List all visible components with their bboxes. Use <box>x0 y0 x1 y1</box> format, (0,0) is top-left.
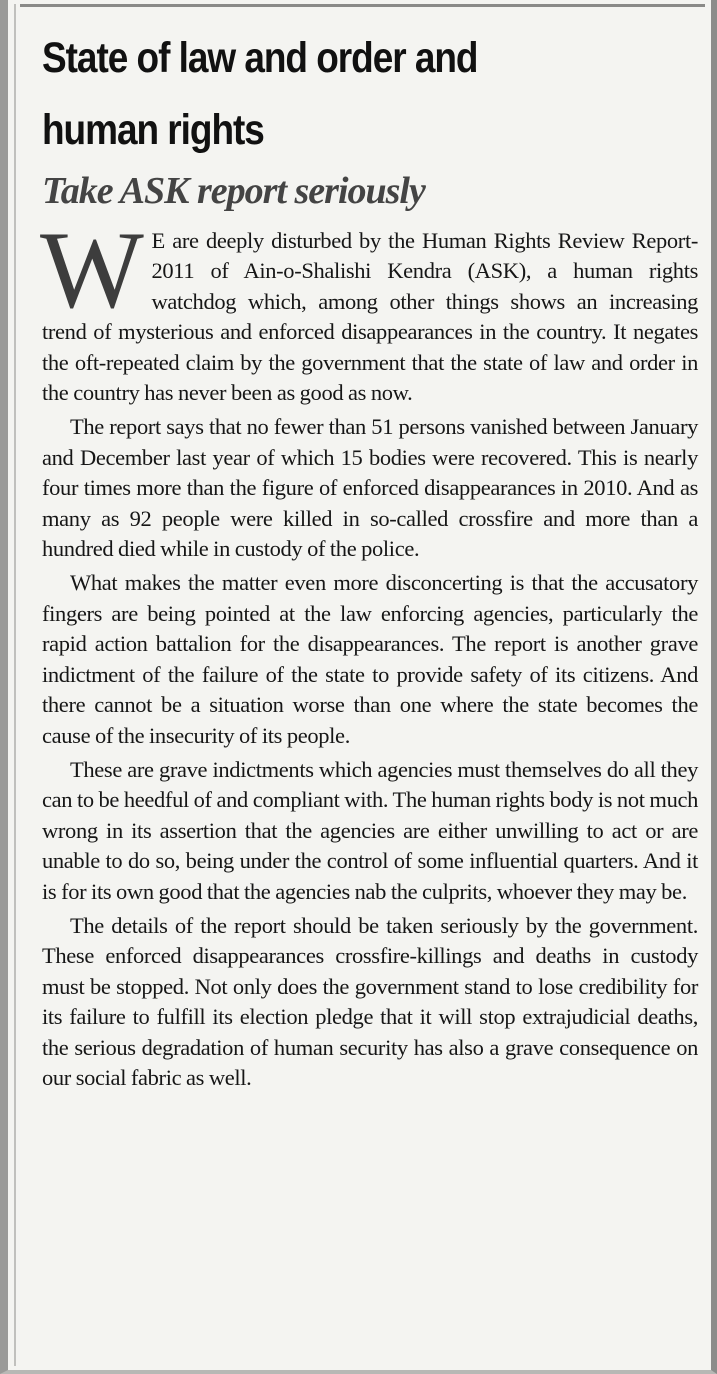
paragraph-4: These are grave indictments which agencies must themselves do all they can to be heedful of and compliant with. The human rights body is not much wrong in its assertion that the agencies are either unwilling to act or are unable to do so, being under the control of some influential quarters. And it is for its own good that the agencies nab the culprits, whoever they may be. <box>42 756 698 904</box>
headline-line-1: State of law and order and <box>42 34 478 82</box>
paragraph-5: The details of the report should be taken seriously by the government. These enforced disappearances crossfire-killings and deaths in custody must be stopped. Not only does the government stand to lose credibility for its failure to fulfill its election pledge that it will stop extrajudicial deaths, the serious degradation of human security has also a grave consequence on our social fabric as well. <box>42 912 698 1090</box>
article <box>42 22 698 1097</box>
left-border-rule <box>14 4 16 1366</box>
paragraph-1 <box>40 209 698 408</box>
drop-cap: W <box>40 209 144 331</box>
paragraph-3: What makes the matter even more disconcerting is that the accusatory fingers are being pointed at the law enforcing agencies, particularly the rapid action battalion for the disappearances. The report is another grave indictment of the failure of the state to provide safety of its citizens. And there cannot be a situation worse than one where the state becomes the cause of the insecurity of its people. <box>42 570 698 748</box>
headline-line-2: human rights <box>42 106 264 154</box>
article-headline <box>42 22 606 166</box>
top-border-rule <box>20 4 705 7</box>
article-subheadline: Take ASK report seriously <box>42 170 425 212</box>
article-body <box>40 209 698 1093</box>
paragraph-1-text: E are deeply disturbed by the Human Rights Review Report-2011 of Ain-o-Shalishi Kendra (ASK), a human rights watchdog which, among other things shows an increasing trend of mysterious and enforced disappearances in the country. It negates the oft-repeated claim by the government that the state of law and order in the country has never been as good as now. <box>42 228 698 406</box>
paragraph-2: The report says that no fewer than 51 persons vanished between January and December last year of which 15 bodies were recovered. This is nearly four times more than the figure of enforced disappearances in 2010. And as many as 92 people were killed in so-called crossfire and more than a hundred died while in custody of the police. <box>42 414 698 562</box>
